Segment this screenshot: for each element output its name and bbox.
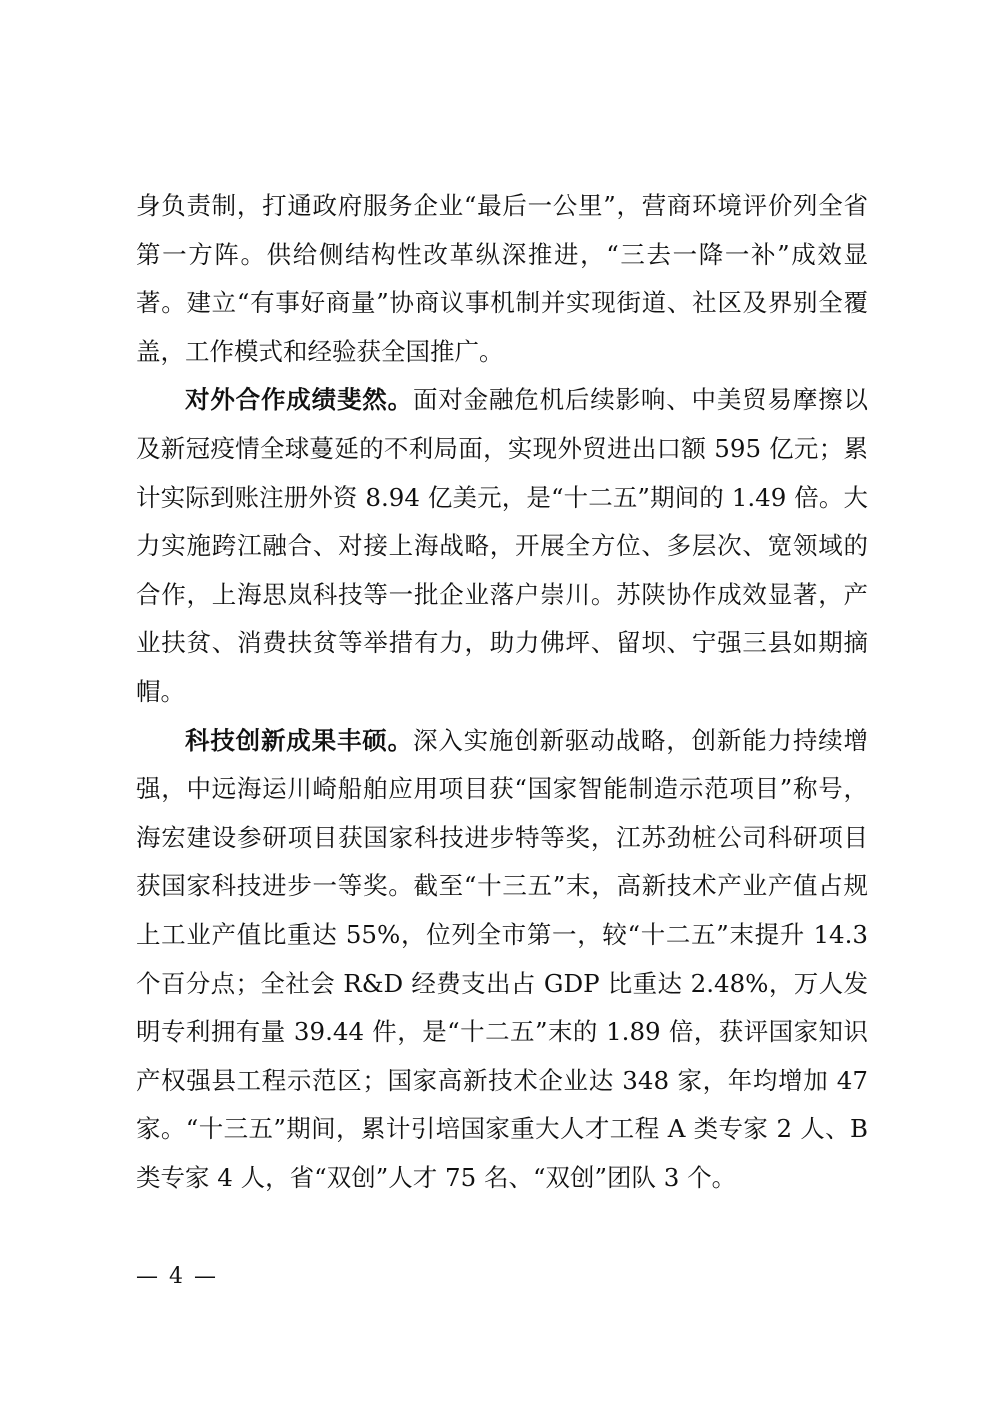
paragraph-lead-heading: 科技创新成果丰硕。 <box>185 725 413 755</box>
paragraph-tech-innovation <box>136 717 868 1203</box>
paragraph-continued <box>136 182 868 376</box>
paragraph-text: 深入实施创新驱动战略，创新能力持续增强，中远海运川崎船舶应用项目获“国家智能制造示范项目”称号，海宏建设参研项目获国家科技进步特等奖，江苏劲桩公司科研项目获国家科技进步一等奖。截至“十三五”末，高新技术产业产值占规上工业产值比重达 55%，位列全市第一，较“十二五”末提升 14.3 个百分点；全社会 R&D 经费支出占 GDP 比重达 2.48%，万人发明专利拥有量 39.44 件，是“十二五”末的 1.89 倍，获评国家知识产权强县工程示范区；国家高新技术企业达 348 家，年均增加 47 家。“十三五”期间，累计引培国家重大人才工程 A 类专家 2 人、B 类专家 4 人，省“双创”人才 75 名、“双创”团队 3 个。 <box>136 725 869 1192</box>
paragraph-text: 身负责制，打通政府服务企业“最后一公里”，营商环境评价列全省第一方阵。供给侧结构性改革纵深推进，“三去一降一补”成效显著。建立“有事好商量”协商议事机制并实现街道、社区及界别全覆盖，工作模式和经验获全国推广。 <box>136 191 868 366</box>
body-text <box>136 182 868 1202</box>
paragraph-text: 面对金融危机后续影响、中美贸易摩擦以及新冠疫情全球蔓延的不利局面，实现外贸进出口额 595 亿元；累计实际到账注册外资 8.94 亿美元，是“十二五”期间的 1.49 倍。大力实施跨江融合、对接上海战略，开展全方位、多层次、宽领域的合作，上海思岚科技等一批企业落户崇川。苏陕协作成效显著，产业扶贫、消费扶贫等举措有力，助力佛坪、留坝、宁强三县如期摘帽。 <box>136 385 869 706</box>
paragraph-lead-heading: 对外合作成绩斐然。 <box>185 385 413 415</box>
paragraph-foreign-cooperation <box>136 376 868 716</box>
page-number: — 4 — <box>136 1264 218 1289</box>
